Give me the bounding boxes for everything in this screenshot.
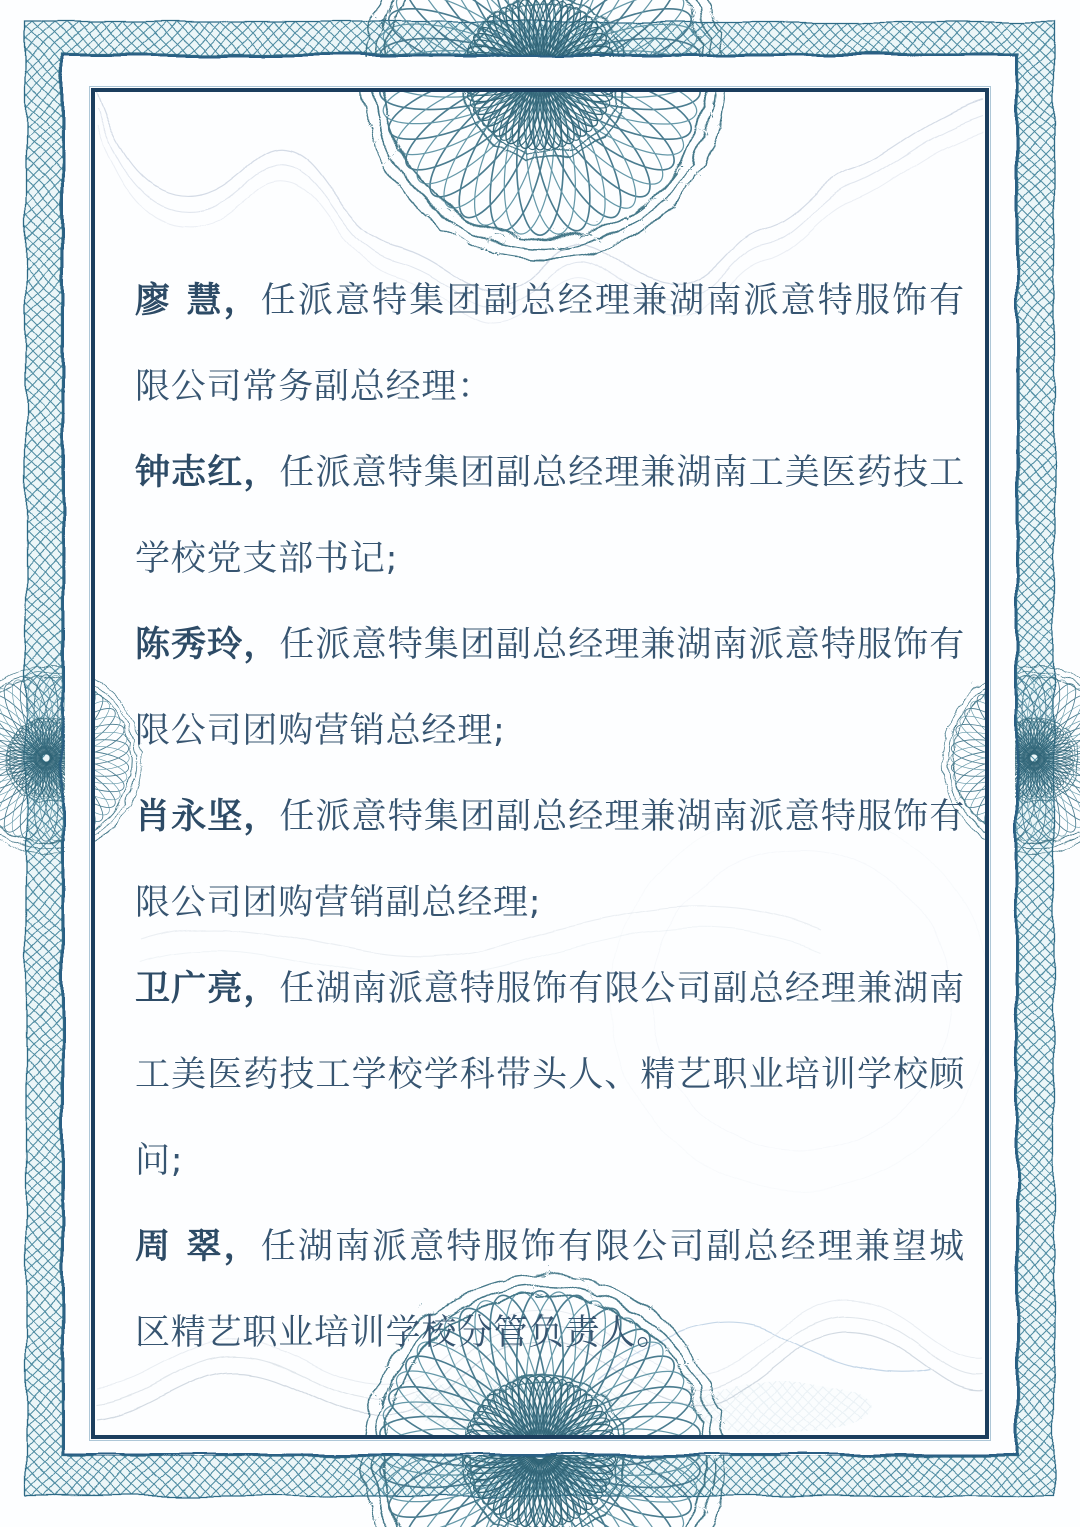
name-separator: ， xyxy=(223,1227,261,1267)
appointee-name: 卫广亮 xyxy=(135,969,244,1009)
appointment-description: 任派意特集团副总经理兼湖南派意特服饰有限公司团购营销总经理; xyxy=(135,625,966,751)
appointee-name: 周 翠 xyxy=(135,1227,224,1267)
appointment-description: 任派意特集团副总经理兼湖南工美医药技工学校党支部书记; xyxy=(135,453,966,579)
appointment-entry xyxy=(135,602,965,774)
appointment-description: 任湖南派意特服饰有限公司副总经理兼湖南工美医药技工学校学科带头人、精艺职业培训学校顾问; xyxy=(135,969,966,1181)
appointment-list xyxy=(135,258,965,1376)
name-separator: ， xyxy=(243,453,280,493)
appointment-entry xyxy=(135,1204,965,1376)
appointment-entry xyxy=(135,946,965,1204)
name-separator: ， xyxy=(243,969,280,1009)
appointee-name: 陈秀玲 xyxy=(135,625,244,665)
appointment-entry xyxy=(135,258,965,430)
name-separator: ， xyxy=(243,797,280,837)
name-separator: ， xyxy=(243,625,280,665)
appointee-name: 肖永坚 xyxy=(135,797,244,837)
appointment-description: 任湖南派意特服饰有限公司副总经理兼望城区精艺职业培训学校分管负责人。 xyxy=(135,1227,965,1353)
appointee-name: 钟志红 xyxy=(135,453,244,493)
appointment-entry xyxy=(135,774,965,946)
name-separator: ， xyxy=(223,281,261,321)
appointment-entry xyxy=(135,430,965,602)
appointee-name: 廖 慧 xyxy=(135,281,224,321)
appointment-description: 任派意特集团副总经理兼湖南派意特服饰有限公司常务副总经理： xyxy=(135,281,965,407)
appointment-description: 任派意特集团副总经理兼湖南派意特服饰有限公司团购营销副总经理; xyxy=(135,797,966,923)
